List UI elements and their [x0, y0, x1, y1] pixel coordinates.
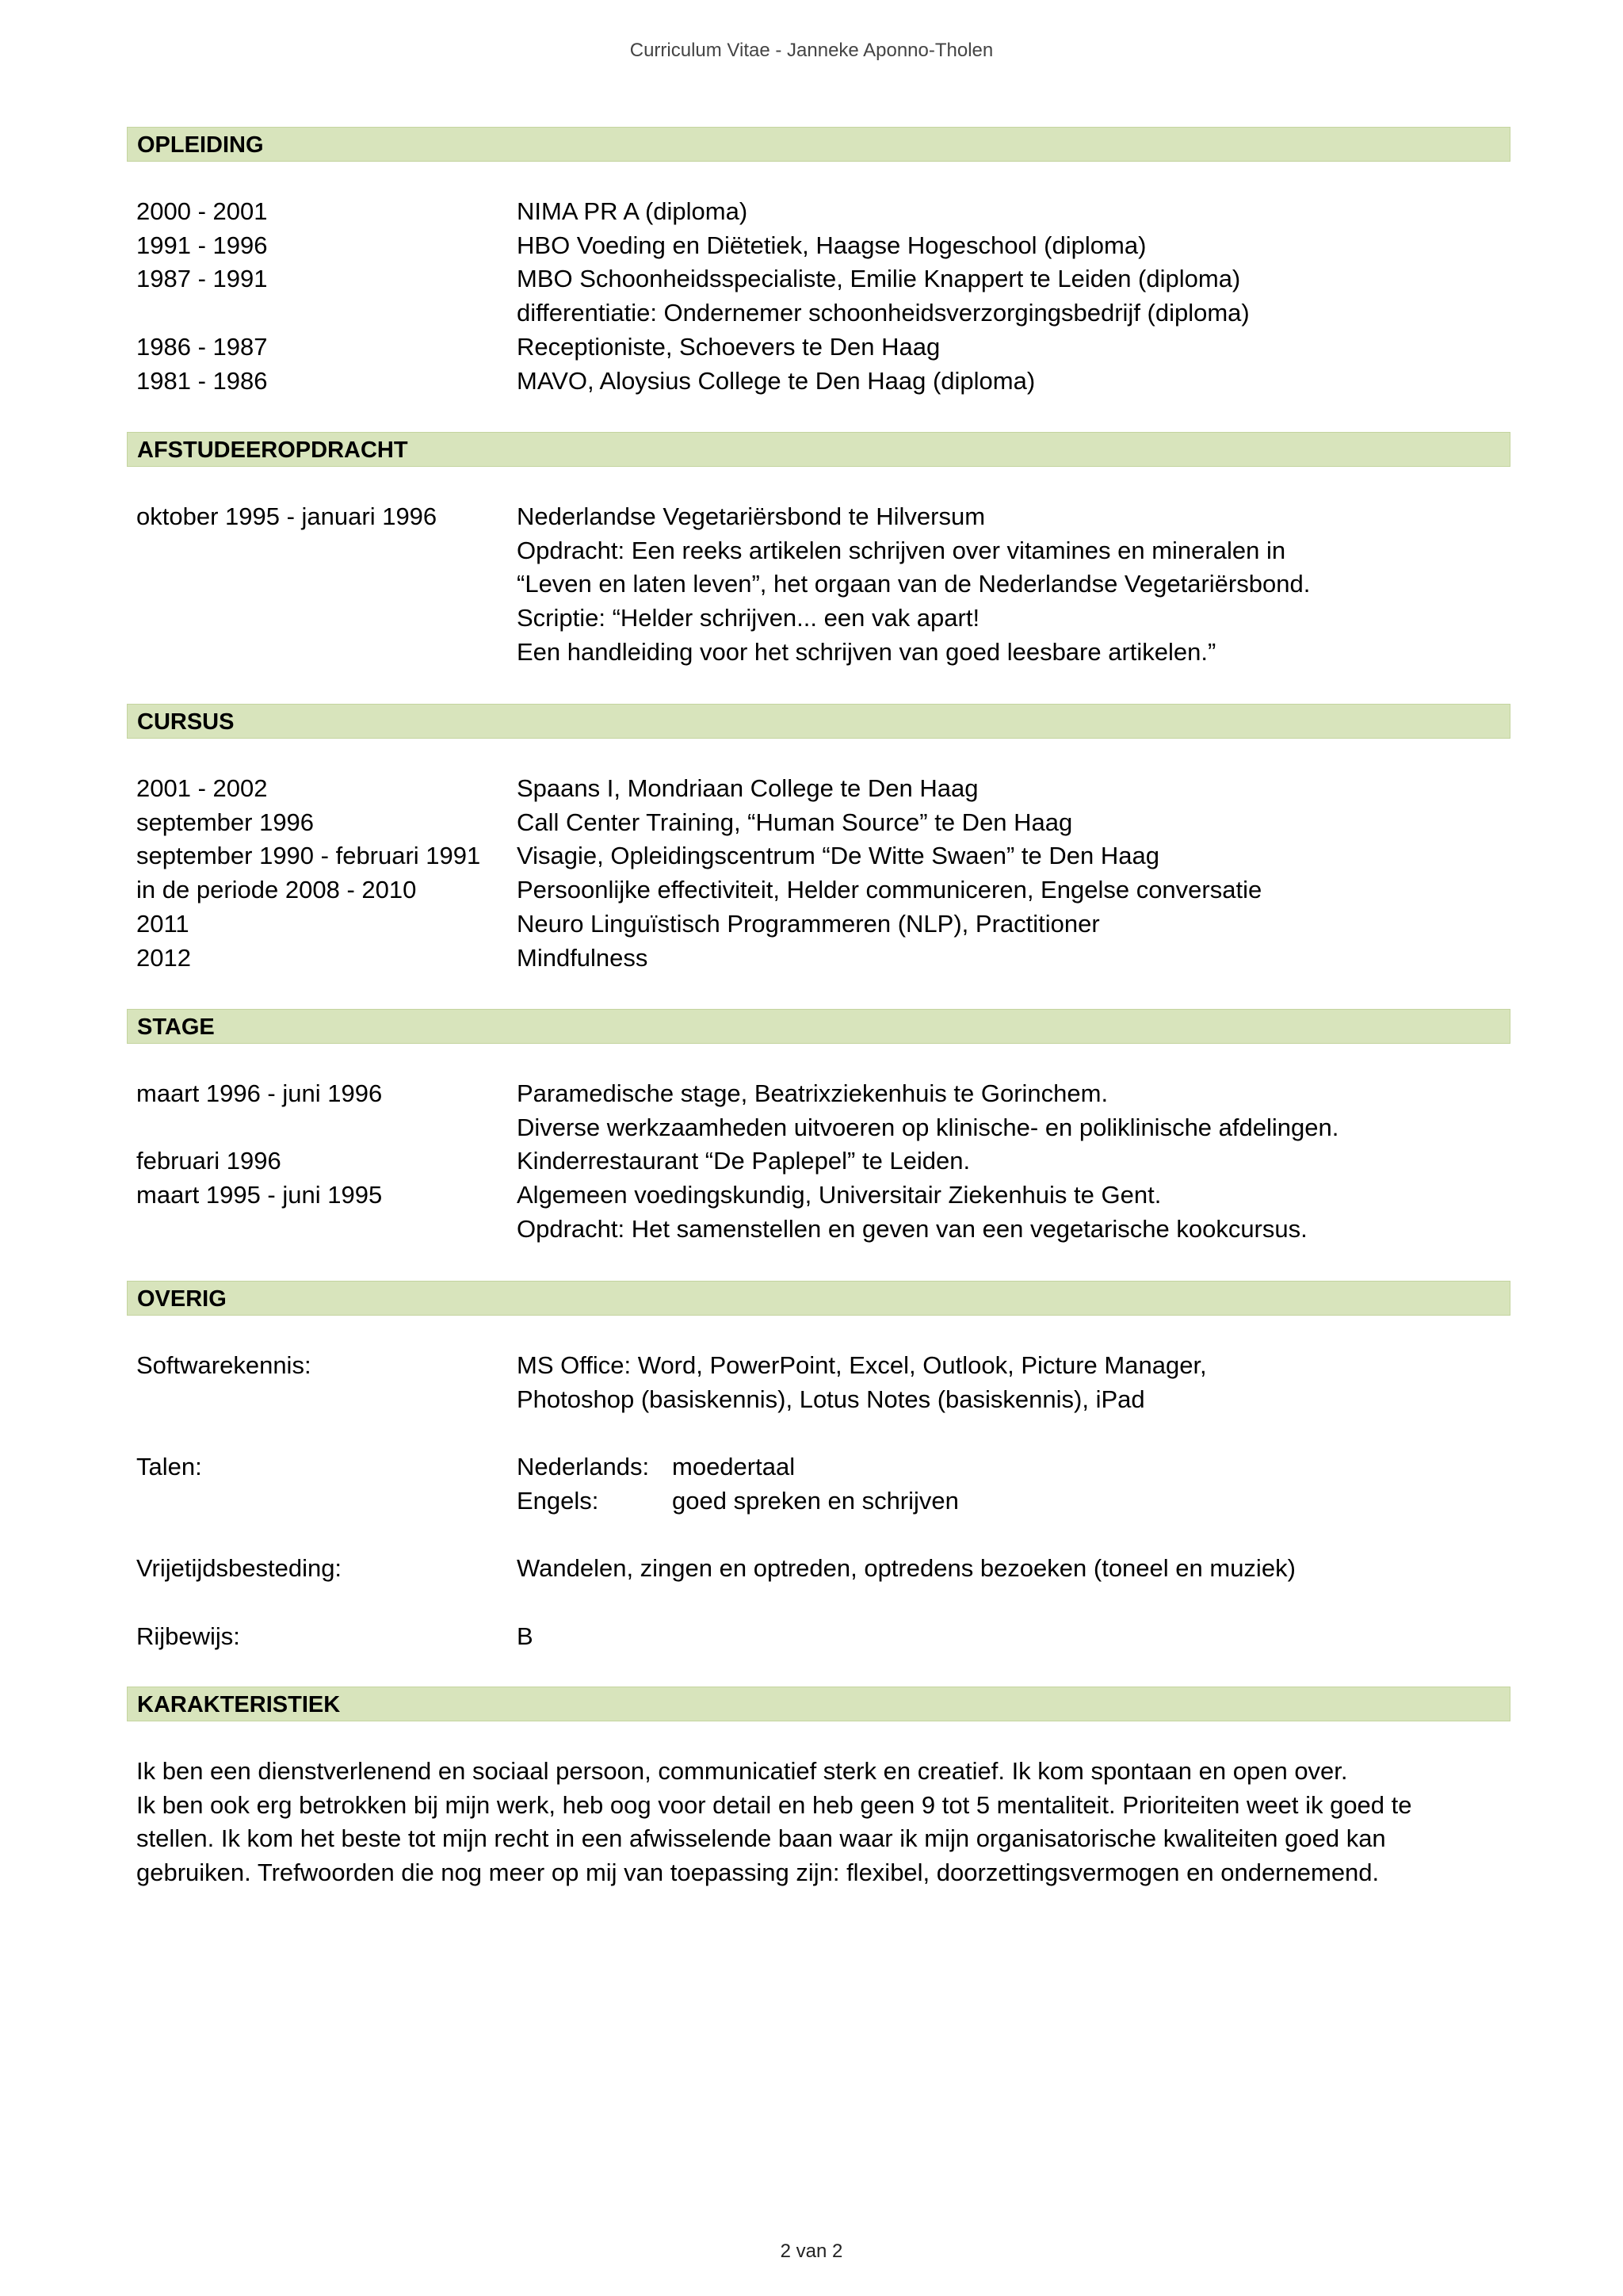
cursus-row: [127, 839, 1510, 873]
rijbewijs-text: B: [517, 1622, 533, 1650]
row-text: Algemeen voedingskundig, Universitair Ziekenhuis te Gent.: [517, 1181, 1162, 1209]
row-text: Paramedische stage, Beatrixziekenhuis te Gorinchem.: [517, 1079, 1109, 1107]
afstudeer-row: [127, 534, 1510, 568]
section-title-cursus: CURSUS: [127, 704, 1510, 739]
cursus-row: [127, 873, 1510, 907]
row-date: [127, 296, 517, 330]
opleiding-row: [127, 229, 1510, 263]
overig-row-vrijetijd: [127, 1552, 1510, 1586]
row-date: 1986 - 1987: [136, 332, 268, 361]
talen-label: Talen:: [136, 1453, 202, 1481]
row-date: [127, 567, 517, 602]
karakteristiek-line: Ik ben ook erg betrokken bij mijn werk, heb oog voor detail en heb geen 9 tot 5 mentaliteit. Prioriteiten weet ik goed te: [136, 1790, 1412, 1819]
row-text: MAVO, Aloysius College te Den Haag (diploma): [517, 366, 1036, 395]
row-text: Een handleiding voor het schrijven van goed leesbare artikelen.”: [517, 637, 1216, 666]
language-name: Engels:: [517, 1486, 599, 1515]
row-text: Persoonlijke effectiviteit, Helder communiceren, Engelse conversatie: [517, 876, 1262, 904]
row-text: Scriptie: “Helder schrijven... een vak apart!: [517, 604, 980, 632]
language-level: moedertaal: [672, 1453, 796, 1481]
section-karakteristiek: [127, 1687, 1510, 1890]
row-text: Mindfulness: [517, 943, 648, 972]
language-name: Nederlands:: [517, 1453, 650, 1481]
rijbewijs-label: Rijbewijs:: [136, 1622, 240, 1650]
row-text: HBO Voeding en Diëtetiek, Haagse Hogeschool (diploma): [517, 231, 1147, 259]
row-date: in de periode 2008 - 2010: [136, 876, 417, 904]
afstudeer-row: [127, 636, 1510, 670]
afstudeer-row: [127, 567, 1510, 602]
overig-row-rijbewijs: [127, 1620, 1510, 1654]
section-title-afstudeeropdracht: AFSTUDEEROPDRACHT: [127, 432, 1510, 467]
karakteristiek-line: stellen. Ik kom het beste tot mijn recht in een afwisselende baan waar ik mijn organisatorische kwaliteiten goed kan: [136, 1824, 1386, 1853]
page-header: Curriculum Vitae - Janneke Aponno-Tholen: [629, 40, 994, 61]
overig-row-talen-cont: [127, 1484, 1510, 1519]
cursus-row: [127, 907, 1510, 942]
row-text: differentiatie: Ondernemer schoonheidsverzorgingsbedrijf (diploma): [517, 299, 1250, 327]
row-text: Call Center Training, “Human Source” te Den Haag: [517, 808, 1073, 836]
row-date: september 1996: [136, 808, 315, 836]
row-date: februari 1996: [136, 1147, 281, 1175]
opleiding-row: [127, 296, 1510, 330]
section-opleiding: [127, 127, 1510, 398]
opleiding-row: [127, 365, 1510, 399]
section-title-karakteristiek: KARAKTERISTIEK: [127, 1687, 1510, 1721]
row-date: [127, 534, 517, 568]
row-text: Opdracht: Een reeks artikelen schrijven over vitamines en mineralen in: [517, 536, 1286, 564]
row-date: 1991 - 1996: [136, 231, 268, 259]
row-text: Visagie, Opleidingscentrum “De Witte Swaen” te Den Haag: [517, 842, 1159, 870]
section-afstudeeropdracht: [127, 432, 1510, 670]
stage-row: [127, 1111, 1510, 1145]
stage-row: [127, 1144, 1510, 1179]
opleiding-row: [127, 330, 1510, 365]
section-cursus: [127, 704, 1510, 975]
afstudeer-row: [127, 500, 1510, 534]
karakteristiek-line: Ik ben een dienstverlenend en sociaal persoon, communicatief sterk en creatief. Ik kom spontaan en open over.: [136, 1757, 1348, 1785]
cursus-row: [127, 806, 1510, 840]
karakteristiek-line: gebruiken. Trefwoorden die nog meer op mij van toepassing zijn: flexibel, doorzettingsvermogen en ondernemend.: [136, 1859, 1380, 1887]
section-title-stage: STAGE: [127, 1009, 1510, 1044]
stage-row: [127, 1077, 1510, 1111]
row-date: [127, 1111, 517, 1145]
section-title-opleiding: OPLEIDING: [127, 127, 1510, 162]
overig-row-software-cont: [127, 1383, 1510, 1417]
cursus-row: [127, 942, 1510, 976]
overig-row-software: [127, 1349, 1510, 1383]
row-date: 2011: [136, 909, 189, 938]
language-level: goed spreken en schrijven: [672, 1486, 959, 1515]
row-date: 1987 - 1991: [136, 265, 268, 293]
row-text: Receptioniste, Schoevers te Den Haag: [517, 332, 941, 361]
row-date: [127, 636, 517, 670]
row-date: 2000 - 2001: [136, 197, 268, 225]
cursus-row: [127, 772, 1510, 806]
row-date: oktober 1995 - januari 1996: [136, 502, 437, 530]
row-date: maart 1995 - juni 1995: [136, 1181, 383, 1209]
row-text: Nederlandse Vegetariërsbond te Hilversum: [517, 502, 986, 530]
section-stage: [127, 1009, 1510, 1247]
section-overig: [127, 1281, 1510, 1653]
row-text: “Leven en laten leven”, het orgaan van de Nederlandse Vegetariërsbond.: [517, 570, 1311, 598]
vrijetijd-label: Vrijetijdsbesteding:: [136, 1554, 342, 1583]
row-date: [127, 602, 517, 636]
row-text: Neuro Linguïstisch Programmeren (NLP), Practitioner: [517, 909, 1100, 938]
row-date: september 1990 - februari 1991: [136, 842, 481, 870]
stage-row: [127, 1179, 1510, 1213]
software-line: Photoshop (basiskennis), Lotus Notes (basiskennis), iPad: [517, 1385, 1145, 1413]
row-text: Spaans I, Mondriaan College te Den Haag: [517, 774, 979, 802]
row-text: Opdracht: Het samenstellen en geven van een vegetarische kookcursus.: [517, 1214, 1308, 1243]
page-number: 2 van 2: [780, 2241, 843, 2262]
section-title-overig: OVERIG: [127, 1281, 1510, 1316]
vrijetijd-text: Wandelen, zingen en optreden, optredens bezoeken (toneel en muziek): [517, 1554, 1296, 1583]
row-text: MBO Schoonheidsspecialiste, Emilie Knappert te Leiden (diploma): [517, 265, 1241, 293]
row-text: Diverse werkzaamheden uitvoeren op klinische- en poliklinische afdelingen.: [517, 1113, 1339, 1141]
overig-row-talen: [127, 1450, 1510, 1484]
row-text: NIMA PR A (diploma): [517, 197, 748, 225]
row-date: 1981 - 1986: [136, 366, 268, 395]
opleiding-row: [127, 262, 1510, 296]
software-label: Softwarekennis:: [136, 1351, 311, 1379]
opleiding-row: [127, 195, 1510, 229]
afstudeer-row: [127, 602, 1510, 636]
row-text: Kinderrestaurant “De Paplepel” te Leiden.: [517, 1147, 971, 1175]
row-date: 2001 - 2002: [136, 774, 268, 802]
stage-row: [127, 1213, 1510, 1247]
row-date: maart 1996 - juni 1996: [136, 1079, 383, 1107]
row-date: [127, 1213, 517, 1247]
software-line: MS Office: Word, PowerPoint, Excel, Outlook, Picture Manager,: [517, 1351, 1207, 1379]
row-date: 2012: [136, 943, 191, 972]
